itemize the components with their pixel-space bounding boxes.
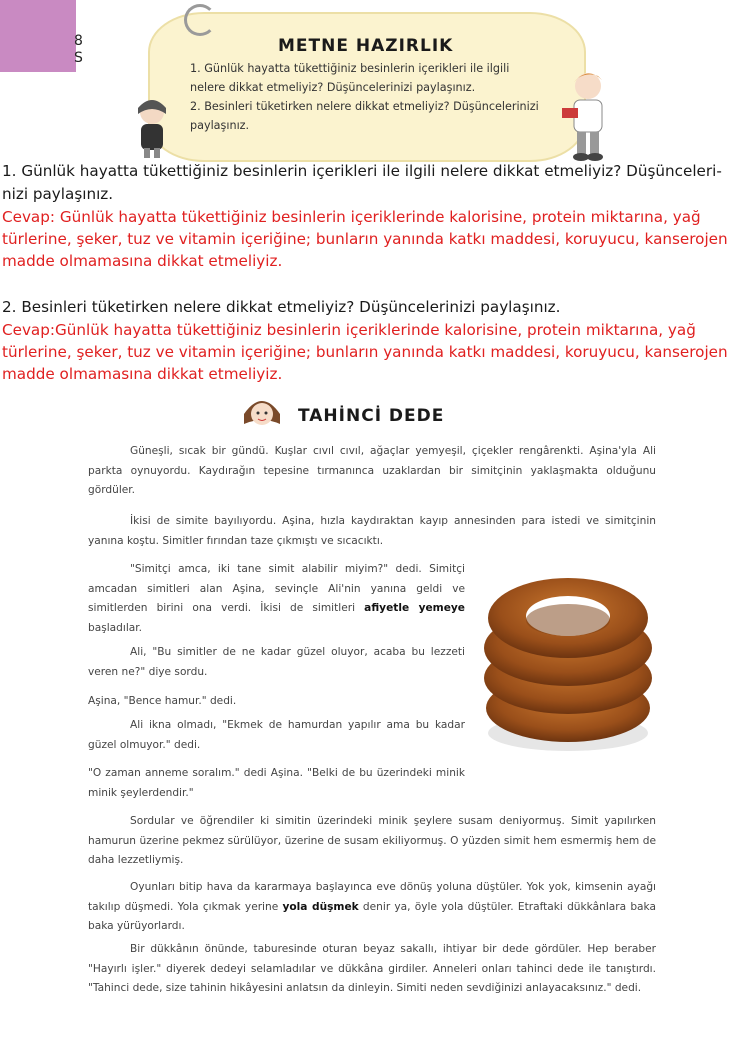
story-paragraph-4: Ali, "Bu simitler de ne kadar güzel oluyor, acaba bu lezzeti veren ne?" diye sordu. (88, 646, 465, 678)
prep-title: METNE HAZIRLIK (278, 36, 454, 56)
story-title: TAHİNCİ DEDE (298, 406, 445, 426)
simit-image (463, 558, 673, 758)
question-2: 2. Besinleri tüketirken nelere dikkat etmeliyiz? Düşüncelerinizi paylaşınız. (2, 298, 561, 316)
story-paragraph-10: Bir dükkânın önünde, taburesinde oturan beyaz sakallı, ihtiyar bir dede gördüler. Hep beraber "Hayırlı işler." diyerek dedeyi selamladılar ve dükkâna girdiler. Anneleri onları tahinci dede ile tanıştırdı. "Tahinci dede, size tahinin hikâyesini anlatsın da dinleyin. Simiti neden sevdiğinizi anlayacaksınız." dedi. (88, 943, 656, 994)
story-paragraph-8: Sordular ve öğrendiler ki simitin üzerindeki minik şeylere susam deniyormuş. Simit yapılırken hamurun üzerine pekmez sürülüyor, üzerine de susam ekiliyormuş. O yüzden simit hem esmermiş hem de daha lezzetliymiş. (88, 815, 656, 866)
boy-illustration (560, 70, 616, 162)
prep-q2-line1: 2. Besinleri tüketirken nelere dikkat etmeliyiz? Düşüncelerinizi (190, 100, 539, 113)
page-number: 8 S (74, 33, 83, 66)
p3-bold: afiyetle yemeye (364, 602, 465, 614)
p3-text-a: "Simitçi amca, iki tane simit alabilir miyim?" dedi. Simitçi amcadan simitleri alan Aşina, sevinçle Ali'nin yanına geldi ve simitlerden birini ona verdi. İkisi de simitleri (88, 563, 465, 614)
p3-text-b: başladılar. (88, 621, 143, 634)
story-paragraph-5: Aşina, "Bence hamur." dedi. (88, 695, 237, 707)
story-paragraph-1: Güneşli, sıcak bir gündü. Kuşlar cıvıl cıvıl, ağaçlar yemyeşil, çiçekler rengârenkti. Aşina'yla Ali parkta oynuyordu. Kaydırağın tepesine tırmanınca uzaklardan bir simitçinin yaklaşmakta olduğunu gördüler. (88, 445, 656, 496)
page-tab-corner (0, 0, 76, 72)
p9-bold: yola düşmek (282, 900, 359, 913)
prep-q2-line2: paylaşınız. (190, 119, 250, 132)
p9-text-a: Oyunları bitip hava da kararmaya başlayınca eve dönüş yoluna düştüler. Yok yok, kimsenin ayağı takılıp düşmedi. Yola çıkmak yerine (88, 881, 656, 913)
answer-2: Cevap:Günlük hayatta tükettiğiniz besinlerin içeriklerinde kalorisine, protein miktarına, yağ türlerine, şeker, tuz ve vitamin içeriğine; bunların yanında katkı maddesi, koruyucu, kanserojen madde olmamasına dikkat etmeliyiz. (2, 321, 728, 383)
story-paragraph-2: İkisi de simite bayılıyordu. Aşina, hızla kaydıraktan kayıp annesinden para istedi ve simitçinin yanına koştu. Simitler fırından taze çıkmıştı ve sıcacıktı. (88, 515, 656, 547)
question-1: 1. Günlük hayatta tükettiğiniz besinlerin içerikleri ile ilgili nelere dikkat etmeliyiz? Düşünceleri-nizi paylaşınız. (2, 162, 722, 203)
prep-q1-line1: 1. Günlük hayatta tükettiğiniz besinlerin içerikleri ile ilgili (190, 62, 510, 75)
girl-illustration (132, 98, 172, 160)
answer-1: Cevap: Günlük hayatta tükettiğiniz besinlerin içeriklerinde kalorisine, protein miktarına, yağ türlerine, şeker, tuz ve vitamin içeriğine; bunların yanında katkı maddesi, koruyucu, kanserojen madde olmamasına dikkat etmeliyiz. (2, 208, 728, 270)
girl-icon (240, 394, 284, 432)
story-paragraph-6: Ali ikna olmadı, "Ekmek de hamurdan yapılır ama bu kadar güzel olmuyor." dedi. (88, 719, 465, 751)
ring-icon (184, 4, 216, 36)
story-paragraph-7: "O zaman anneme soralım." dedi Aşina. "Belki de bu üzerindeki minik minik şeylerdendir." (88, 767, 465, 799)
story-paragraph-9 (88, 878, 656, 937)
story-paragraph-3 (88, 560, 465, 638)
p9-text-b: denir ya, öyle yola düştüler. Etraftaki dükkânlara baka baka yürüyorlardı. (88, 900, 656, 932)
prep-q1-line2: nelere dikkat etmeliyiz? Düşüncelerinizi paylaşınız. (190, 81, 476, 94)
